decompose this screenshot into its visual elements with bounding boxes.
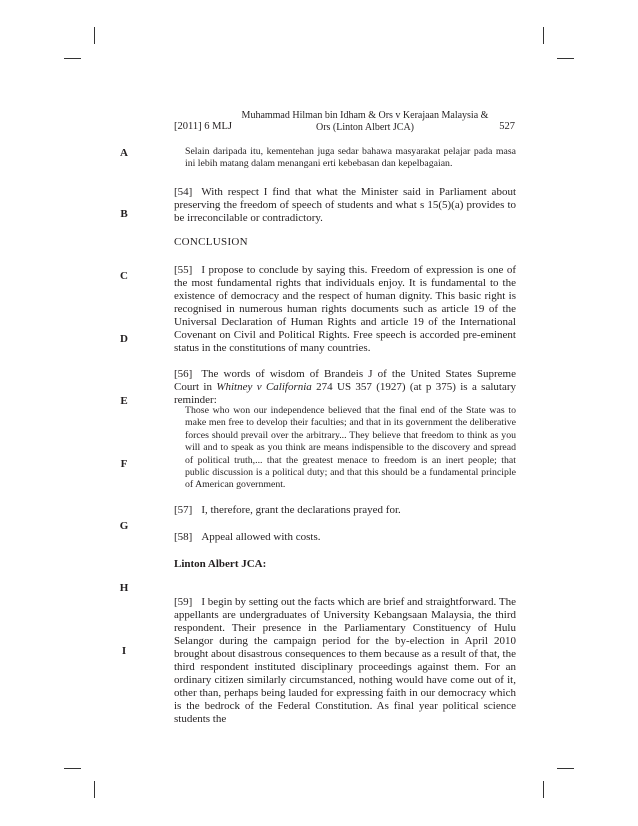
paragraph-text-after: 274 US 357 (1927) (at p 375) is a salutary reminder:: [174, 381, 516, 406]
margin-letter-d: D: [120, 333, 128, 345]
paragraph-number: [57]: [174, 504, 193, 516]
paragraph-text-before: The words of wisdom of Brandeis J of the United States Supreme Court in: [174, 368, 516, 393]
case-name: Whitney v California: [216, 381, 312, 393]
paragraph-number: [55]: [174, 264, 193, 276]
margin-letter-h: H: [119, 582, 129, 594]
paragraph-text: I begin by setting out the facts which are brief and straightforward. The appellants are undergraduates of University Kebangsaan Malaysia, the third respondent. Their presence in the Parliamentary Constituency of Hulu Selangor during the campaign period for the by-election in April 2010 brought about disastrous consequences to them because as a result of that, the third respondent instituted disciplinary proceedings against them. For an ordinary citizen similarly circumstanced, nothing would have come out of it, other than, perhaps being lauded for expressing faith in our democracy which is the bedrock of the Federal Constitution. As final year political science students the: [174, 596, 516, 725]
paragraph-text: With respect I find that what the Minister said in Parliament about preserving the freedom of speech of students and what s 15(5)(a) provides to be irreconcilable or contradictory.: [174, 186, 516, 224]
block-quote: Those who won our independence believed that the final end of the State was to make men free to develop their faculties; and that in its government the deliberative forces should prevail over the arbitrary... They believe that freedom to think as you will and to speak as you think are means indispensible to the discovery and spread of political truth,... that the greatest menace to freedom is an inert people; that public discussion is a political duty; and that this should be a fundamental principle of American government.: [185, 405, 516, 491]
margin-letter-e: E: [120, 395, 128, 407]
paragraph-55: [174, 264, 516, 355]
paragraph-text: I, therefore, grant the declarations prayed for.: [201, 504, 401, 516]
paragraph-number: [59]: [174, 596, 193, 608]
margin-letter-c: C: [120, 270, 128, 282]
paragraph-text: I propose to conclude by saying this. Freedom of expression is one of the most fundamental rights that individuals enjoy. It is fundamental to the existence of democracy and the respect of human dignity. This basic right is recognised in numerous human rights documents such as article 19 of the Universal Declaration of Human Rights and article 19 of the International Covenant on Civil and Political Rights. Free speech is accorded pre-eminent status in the constitutions of many countries.: [174, 264, 516, 354]
crop-mark-top-left-horizontal: [64, 58, 81, 59]
judge-heading: Linton Albert JCA:: [174, 558, 267, 570]
header-case-title: [235, 110, 495, 134]
crop-mark-top-right-horizontal: [557, 58, 574, 59]
crop-mark-bottom-right-vertical: [543, 781, 544, 798]
header-page-number: 527: [499, 121, 515, 132]
margin-letter-a: A: [120, 147, 128, 159]
paragraph-59: [174, 596, 516, 726]
paragraph-56: [174, 368, 516, 407]
conclusion-heading: CONCLUSION: [174, 236, 248, 248]
crop-mark-bottom-right-horizontal: [557, 768, 574, 769]
margin-letter-g: G: [119, 520, 129, 532]
margin-letter-f: F: [120, 458, 128, 470]
header-title-line-2: Ors (Linton Albert JCA): [315, 122, 415, 133]
margin-letter-i: I: [121, 645, 127, 657]
header-citation: [2011] 6 MLJ: [174, 121, 232, 132]
crop-mark-top-right-vertical: [543, 27, 544, 44]
crop-mark-bottom-left-horizontal: [64, 768, 81, 769]
paragraph-number: [56]: [174, 368, 193, 380]
paragraph-number: [58]: [174, 531, 193, 543]
paragraph-57: [174, 504, 516, 517]
intro-quote-continuation: Selain daripada itu, kementehan juga sedar bahawa masyarakat pelajar pada masa ini lebih matang dalam menangani erti kebebasan dan kepelbagaian.: [185, 146, 516, 170]
crop-mark-bottom-left-vertical: [94, 781, 95, 798]
paragraph-58: [174, 531, 516, 544]
header-title-line-1: Muhammad Hilman bin Idham & Ors v Kerajaan Malaysia &: [241, 110, 489, 121]
paragraph-54: [174, 186, 516, 225]
crop-mark-top-left-vertical: [94, 27, 95, 44]
paragraph-number: [54]: [174, 186, 193, 198]
margin-letter-b: B: [120, 208, 128, 220]
paragraph-text: Appeal allowed with costs.: [201, 531, 321, 543]
